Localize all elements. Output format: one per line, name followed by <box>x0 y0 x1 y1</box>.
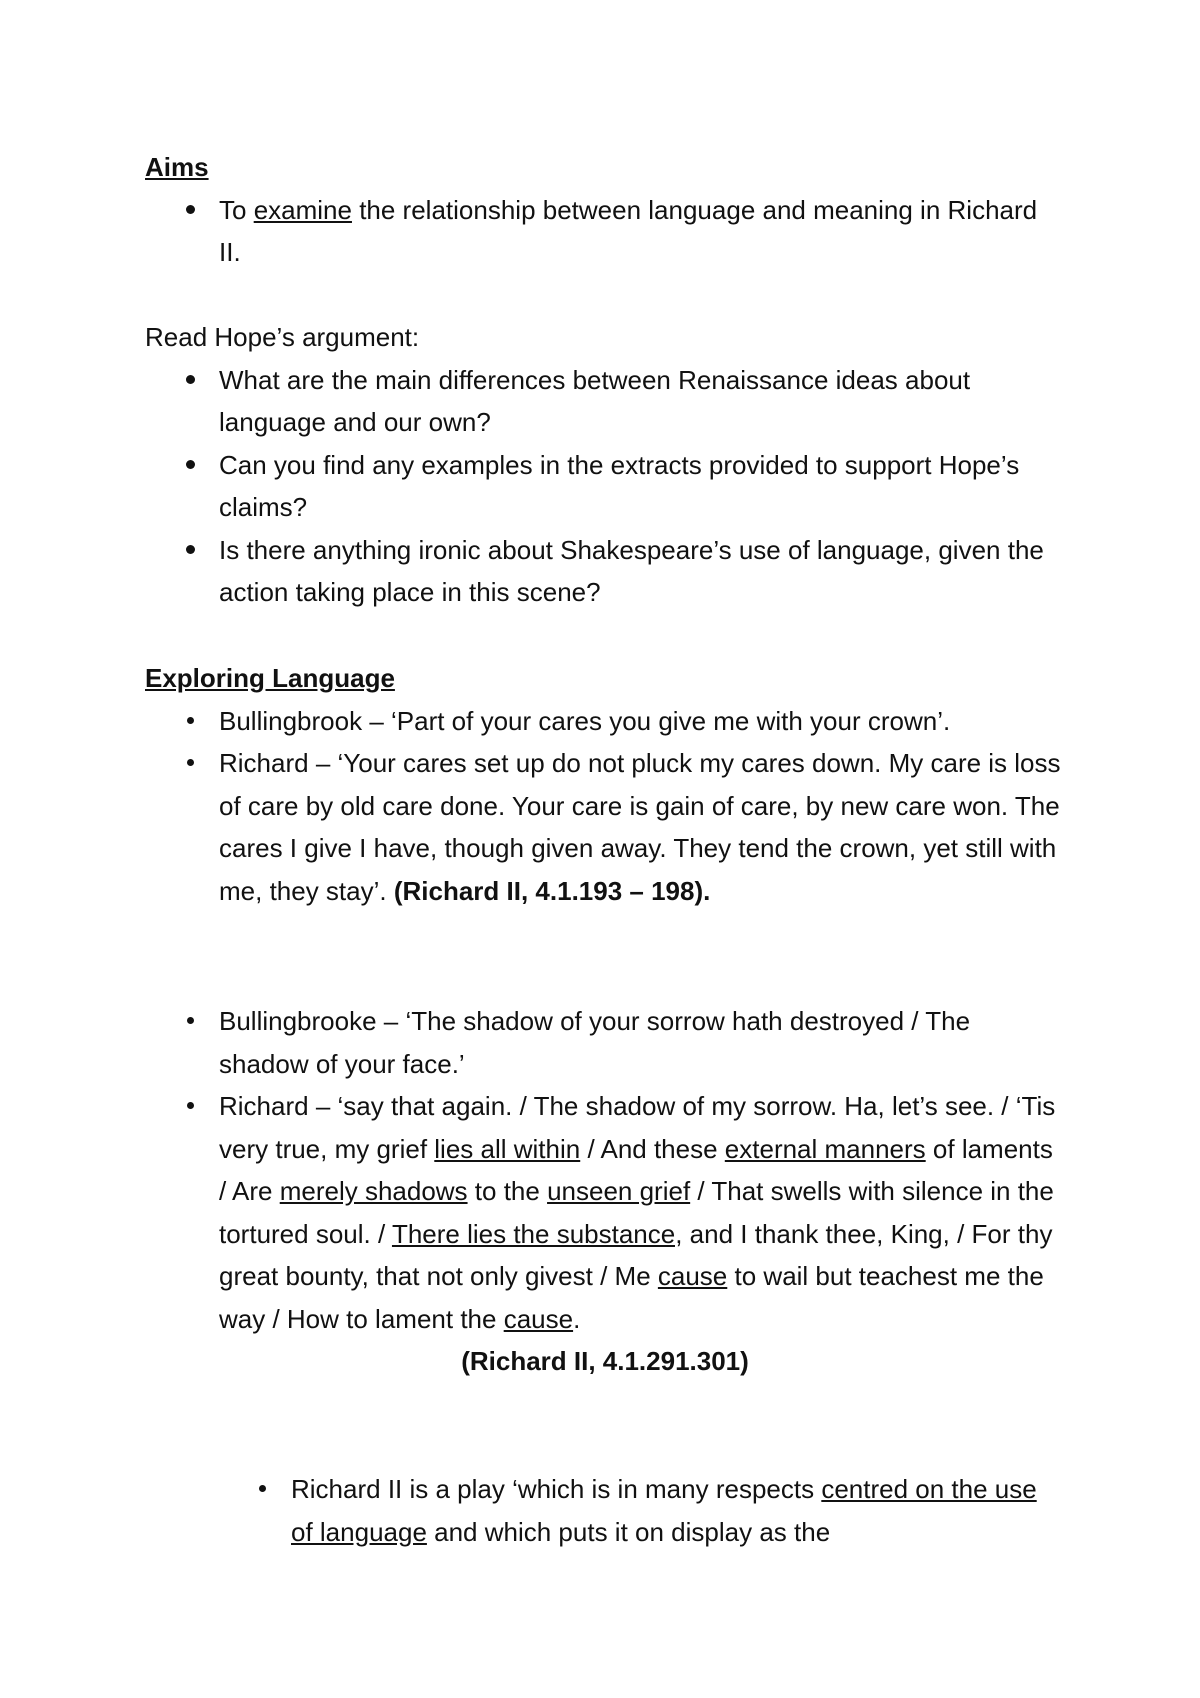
exploring-section-2 <box>145 1000 1065 1383</box>
underlined-text: examine <box>253 194 352 225</box>
hope-questions <box>145 359 1065 614</box>
aims-list <box>145 189 1065 274</box>
question-item: Is there anything ironic about Shakespeare’s use of language, given the action taking place in this scene? <box>145 529 1065 614</box>
underlined-text: merely shadows <box>279 1176 468 1206</box>
citation: (Richard II, 4.1.193 – 198). <box>393 875 711 906</box>
text-run: . <box>573 1303 581 1334</box>
text-run: / And these <box>580 1133 725 1164</box>
underlined-text: cause <box>657 1261 728 1291</box>
text-run: to the <box>467 1176 548 1206</box>
exploring-section-3 <box>145 1468 1065 1553</box>
exploring-section <box>145 657 1065 912</box>
quote-item: Bullingbrooke – ‘The shadow of your sorrow hath destroyed / The shadow of your face.’ <box>145 1000 1065 1085</box>
question-item: Can you find any examples in the extracts provided to support Hope’s claims? <box>145 444 1065 529</box>
text-run: and which puts it on display as the <box>426 1516 831 1547</box>
hope-section <box>145 316 1065 614</box>
quote-item <box>145 742 1065 912</box>
quotes-list-2 <box>145 1000 1065 1340</box>
text-run: Richard – ‘Your cares set up do not pluck my cares down. My care is loss of care by old care done. Your care is gain of care, by new care won. The cares I give I have, though given away. They tend the crown, yet still with me, they stay’. <box>219 748 1061 906</box>
underlined-text: There lies the substance, <box>391 1218 683 1249</box>
underlined-text: cause <box>503 1303 574 1334</box>
text-run: the relationship between language and meaning in Richard II. <box>219 194 1038 267</box>
question-item: What are the main differences between Renaissance ideas about language and our own? <box>145 359 1065 444</box>
quote-item <box>145 1468 1065 1553</box>
text-run: To <box>219 194 254 225</box>
exploring-heading: Exploring Language <box>145 663 395 693</box>
hope-intro: Read Hope’s argument: <box>145 322 420 352</box>
aims-heading: Aims <box>145 152 209 182</box>
text-run: to wail but teachest me the way / How to lament the <box>219 1261 1044 1334</box>
underlined-text: unseen grief <box>547 1176 691 1206</box>
text-run: Richard – ‘say that again. / The shadow of my sorrow. Ha, let’s see. / ‘Tis very true, my grief <box>219 1091 1056 1164</box>
text-run: of laments / Are <box>219 1133 1053 1206</box>
text-run: / That swells with silence in the tortured soul. / <box>219 1176 1054 1249</box>
text-run: and I thank thee, King, / For thy great bounty, that not only givest / Me <box>219 1218 1053 1291</box>
quotes-list-1 <box>145 700 1065 913</box>
quotes-list-3 <box>145 1468 1065 1553</box>
quote-item <box>145 1085 1065 1340</box>
underlined-text: centred on the use of language <box>291 1474 1037 1547</box>
citation: (Richard II, 4.1.291.301) <box>461 1346 749 1376</box>
underlined-text: lies all within <box>434 1133 581 1164</box>
aims-section <box>145 146 1065 274</box>
quote-item: Bullingbrook – ‘Part of your cares you give me with your crown’. <box>145 700 1065 743</box>
text-run: Richard II is a play ‘which is in many respects <box>291 1474 822 1504</box>
aims-bullet <box>145 189 1065 274</box>
underlined-text: external manners <box>724 1133 926 1164</box>
